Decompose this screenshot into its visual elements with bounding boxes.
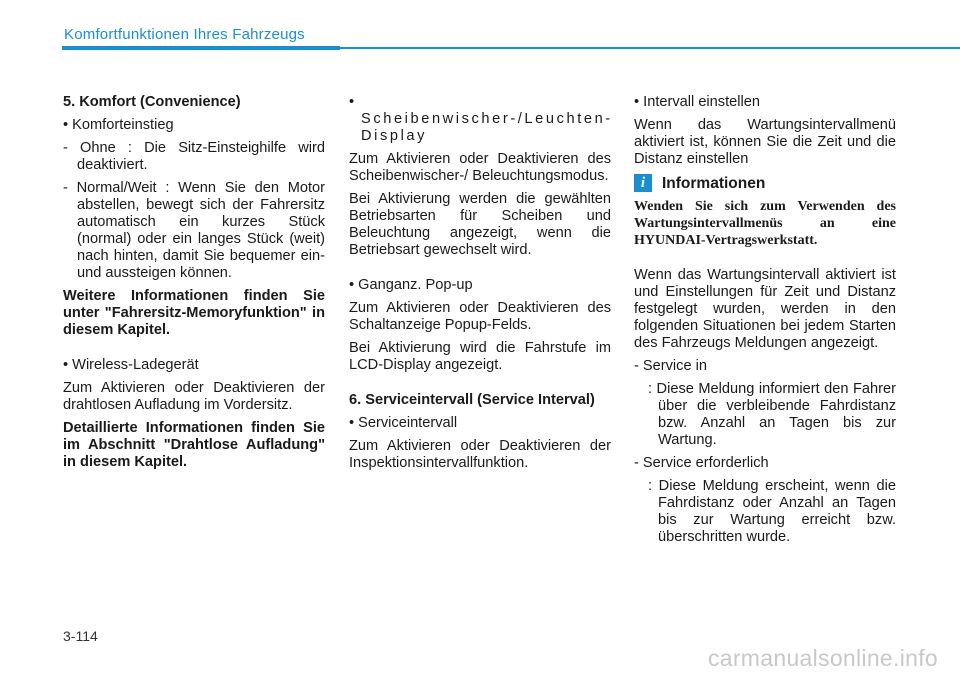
header-title: Komfortfunktionen Ihres Fahrzeugs [64, 26, 305, 43]
column-middle [349, 94, 611, 478]
column-right [634, 94, 896, 552]
section-heading: 5. Komfort (Convenience) [63, 94, 241, 110]
dash-item: - Service in [634, 358, 707, 374]
paragraph: Zum Aktivieren oder Deaktivieren des Schaltanzeige Popup-Felds. [349, 300, 611, 333]
dash-item: - Normal/Weit : Wenn Sie den Motor abstellen, bewegt sich der Fahrersitz automatisch ein kurzes Stück (normal) oder ein langes Stück (weit) nach hinten, damit Sie bequemer ein- und aussteigen können. [63, 180, 325, 281]
paragraph: Wenn das Wartungsintervall aktiviert ist und Einstellungen für Zeit und Distanz festgelegt wurden, werden in den folgenden Situationen bei jedem Starten des Fahrzeugs Meldungen angezeigt. [634, 267, 896, 351]
column-left [63, 94, 325, 477]
bullet-item: • Wireless-Ladegerät [63, 357, 199, 373]
paragraph: Zum Aktivieren oder Deaktivieren der Inspektionsintervallfunktion. [349, 438, 611, 471]
bullet-item: • Serviceintervall [349, 415, 458, 431]
bold-note: Detaillierte Informationen finden Sie im Abschnitt "Drahtlose Aufladung" in diesem Kapitel. [63, 420, 325, 470]
bullet-item: • Intervall einstellen [634, 94, 760, 110]
info-text: Wenden Sie sich zum Verwenden des Wartungsintervallmenüs an eine HYUNDAI-Vertragswerkstatt. [634, 199, 896, 248]
paragraph: Zum Aktivieren oder Deaktivieren der drahtlosen Aufladung im Vordersitz. [63, 380, 325, 413]
paragraph: Bei Aktivierung werden die gewählten Betriebsarten für Scheiben und Beleuchtung angezeigt, wenn die Betriebsart gewechselt wird. [349, 191, 611, 258]
info-box-header [634, 174, 896, 192]
info-icon: i [634, 174, 652, 192]
bullet-item: • Ganganz. Pop-up [349, 277, 473, 293]
header-rule-thin [340, 47, 960, 49]
page-number: 3-114 [63, 628, 98, 644]
paragraph: Zum Aktivieren oder Deaktivieren des Scheibenwischer-/ Beleuchtungsmodus. [349, 151, 611, 184]
bold-note: Weitere Informationen finden Sie unter "Fahrersitz-Memoryfunktion" in diesem Kapitel. [63, 288, 325, 338]
paragraph: Bei Aktivierung wird die Fahrstufe im LCD-Display angezeigt. [349, 340, 611, 373]
bullet-item: • Scheibenwischer-/Leuchten-Display [349, 94, 613, 144]
bullet-item: • Komforteinstieg [63, 117, 174, 133]
dash-item: - Service erforderlich [634, 455, 769, 471]
indented-item: : Diese Meldung erscheint, wenn die Fahrdistanz oder Anzahl an Tagen bis zur Wartung erreicht bzw. überschritten wurde. [648, 478, 896, 545]
header-rule-thick [62, 46, 340, 50]
indented-item: : Diese Meldung informiert den Fahrer über die verbleibende Fahrdistanz bzw. Anzahl an Tagen bis zur Wartung. [648, 381, 896, 448]
dash-item: - Ohne : Die Sitz-Einsteighilfe wird deaktiviert. [63, 140, 325, 173]
section-heading: 6. Serviceintervall (Service Interval) [349, 392, 595, 408]
paragraph: Wenn das Wartungsintervallmenü aktiviert ist, können Sie die Zeit und die Distanz einstellen [634, 117, 896, 167]
info-title: Informationen [662, 174, 766, 192]
watermark: carmanualsonline.info [707, 645, 938, 671]
